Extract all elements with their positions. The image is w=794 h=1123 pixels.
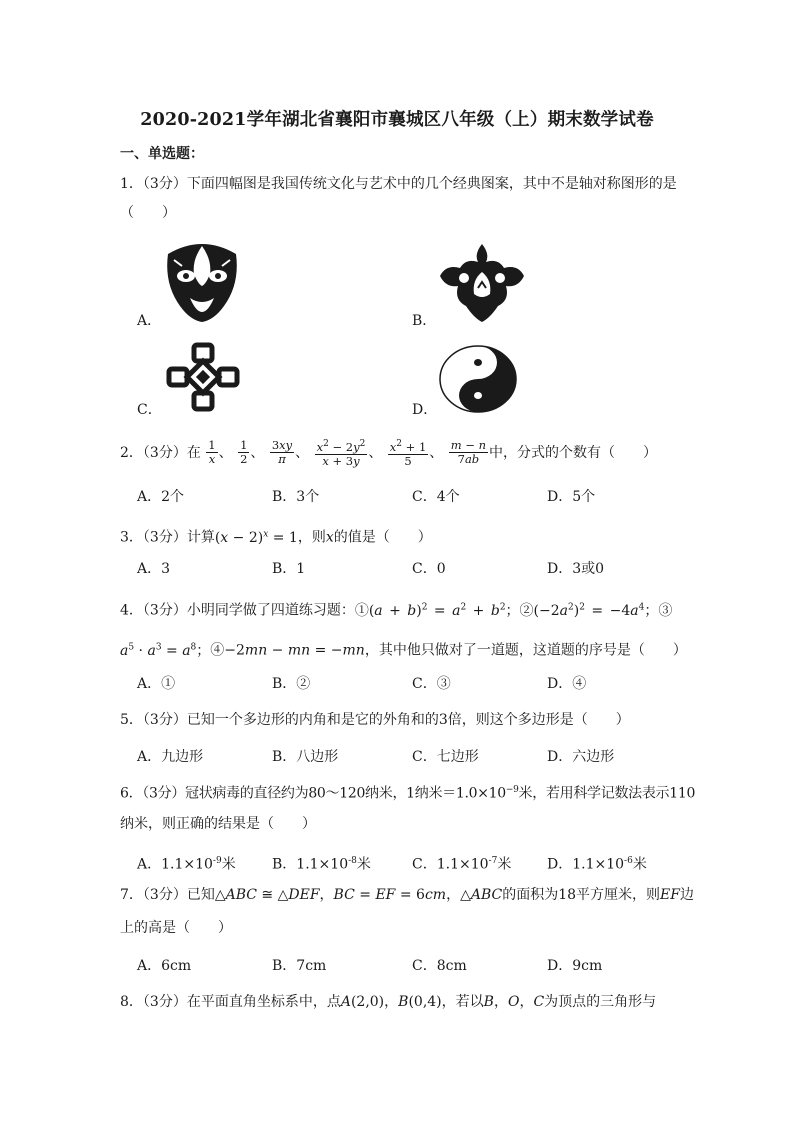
q8-stem-line1 [120, 991, 656, 1013]
q3-expression: $(x - 2)^x = 1$ [214, 529, 298, 546]
q1-option-a: A． [137, 313, 162, 329]
q6-stem-text-b: 米，若用科学记数法表示110 [518, 785, 696, 802]
q3-option-c: C．0 [412, 561, 446, 577]
q4-option-a: A．① [137, 676, 176, 692]
q2-option-d: D．5个 [547, 489, 596, 505]
q4-option-c: C．③ [412, 676, 451, 692]
q8-vertices: B，O，C [483, 994, 545, 1010]
q2-stem-suffix: 中，分式的个数有（ ） [489, 444, 658, 461]
q7-stem-line2: 上的高是（ ） [120, 920, 232, 936]
q8-stem-text-b: ，若以 [441, 994, 484, 1010]
q3-option-b: B．1 [272, 561, 306, 577]
q3-option-d: D．3或0 [547, 561, 605, 577]
q6-stem-text-a: 6．（3分）冠状病毒的直径约为80～120纳米，1纳米＝1.0×10 [120, 785, 506, 802]
q1-option-c: C． [137, 402, 162, 418]
q5-option-b: B．八边形 [272, 749, 339, 765]
q1-stem: 1．（3分）下面四幅图是我国传统文化与艺术中的几个经典图案，其中不是轴对称图形的是 [120, 176, 677, 192]
q7-stem-text-a: 7．（3分）已知 [120, 887, 215, 903]
q7-stem-text-b: 的面积为18平方厘米，则 [502, 887, 661, 903]
q7-congruence: △ABC ≅ △DEF，BC = EF = 6cm，△ABC [214, 887, 503, 903]
q4-stem-line1 [120, 596, 672, 622]
q5-stem: 5．（3分）已知一个多边形的内角和是它的外角和的3倍，则这个多边形是（ ） [120, 712, 630, 728]
fraction-3xy-over-pi: $\frac{3xy}{\pi}$ [271, 438, 293, 467]
q3-stem-middle: ，则 [297, 529, 326, 546]
q4-stem-suffix: ，其中他只做对了一道题，这道题的序号是（ ） [364, 642, 687, 659]
q8-stem-text-c: 为顶点的三角形与 [544, 994, 657, 1010]
q6-stem-line1: 6．（3分）冠状病毒的直径约为80～120纳米，1纳米$=1.0\times 10^{-9}$米，若用科学记数法表示110 [120, 785, 696, 802]
q7-stem-line1 [120, 884, 694, 906]
q4-item-3: $a^5 \cdot a^3 = a^8$； [120, 642, 211, 659]
q5-option-a: A．九边形 [137, 749, 204, 765]
q6-option-a: A．$1.1\times 10^{-9}$米 [137, 856, 236, 873]
q4-option-d: D．④ [547, 676, 587, 692]
q4-item-4: ④−2mn − mn = −mn [210, 642, 365, 659]
q2-option-a: A．2个 [137, 489, 185, 505]
q7-option-d: D．9cm [547, 958, 603, 974]
q2-option-c: C．4个 [412, 489, 460, 505]
q7-side-ef: EF [660, 887, 680, 903]
q2-stem: 2．（3分）在 $\frac{1}{x}$ 、 $\frac{1}{2}$ 、 $\frac{3xy}{\pi}$ 、 $\frac{x^2 - 2y^2}{x + 3y}$ 、 $\frac{x^2 + 1}{5}$ 、 $\frac{m - n}{7ab}$ 中，分式的个数有（ ） [120, 438, 658, 468]
q3-stem [120, 523, 432, 549]
page-title: 2020-2021学年湖北省襄阳市襄城区八年级（上）期末数学试卷 [140, 110, 654, 130]
q4-item-2: $②(-2a^2)^2 = -4a^4$；③ [519, 602, 673, 619]
q5-option-c: C．七边形 [412, 749, 479, 765]
opera-mask-figure [162, 240, 242, 324]
q8-stem-text-a: 8．（3分）在平面直角坐标系中，点 [120, 994, 341, 1010]
q1-stem-bracket: （ ） [120, 205, 176, 221]
q6-option-b: B．$1.1\times 10^{-8}$米 [272, 856, 371, 873]
q3-variable: x [325, 529, 334, 546]
fraction-m-n-over-7ab: $\frac{m - n}{7ab}$ [450, 438, 487, 467]
q3-stem-suffix: 的值是（ ） [333, 529, 432, 546]
q7-option-a: A．6cm [137, 958, 192, 974]
q4-stem-line2 [120, 636, 687, 662]
q1-option-d: D． [412, 402, 438, 418]
q5-option-d: D．六边形 [547, 749, 615, 765]
q7-option-b: B．7cm [272, 958, 327, 974]
q1-option-b: B． [412, 313, 437, 329]
fraction-x2-1-over-5: $\frac{x^2 + 1}{5}$ [389, 439, 427, 468]
yin-yang-figure [438, 344, 518, 414]
fraction-1-over-2: $\frac{1}{2}$ [240, 438, 248, 467]
q6-option-c: C．$1.1\times 10^{-7}$米 [412, 856, 512, 873]
q8-points: A(2,0)，B(0,4) [340, 994, 442, 1010]
fraction-x2-2y2-over-x-3y: $\frac{x^2 - 2y^2}{x + 3y}$ [316, 439, 366, 468]
q2-stem-prefix: 2．（3分）在 [120, 444, 201, 461]
q6-option-d: D．$1.1\times 10^{-6}$米 [547, 856, 647, 873]
q3-option-a: A．3 [137, 561, 171, 577]
q3-stem-prefix: 3．（3分）计算 [120, 529, 215, 546]
knot-pattern-figure [164, 340, 242, 414]
q7-option-c: C．8cm [412, 958, 467, 974]
q7-stem-text-c: 边 [679, 887, 694, 903]
q4-stem-text: 4．（3分）小明同学做了四道练习题： [120, 602, 355, 619]
q2-option-b: B．3个 [272, 489, 320, 505]
q6-stem-line2: 纳米，则正确的结果是（ ） [120, 816, 316, 832]
fraction-1-over-x: $\frac{1}{x}$ [208, 438, 216, 467]
q4-item-1: ①(a + $b)^2 = a^2 + b^2$； [354, 602, 520, 619]
cloud-pattern-figure [438, 242, 526, 324]
section-heading: 一、单选题： [120, 146, 204, 162]
q4-option-b: B．② [272, 676, 311, 692]
